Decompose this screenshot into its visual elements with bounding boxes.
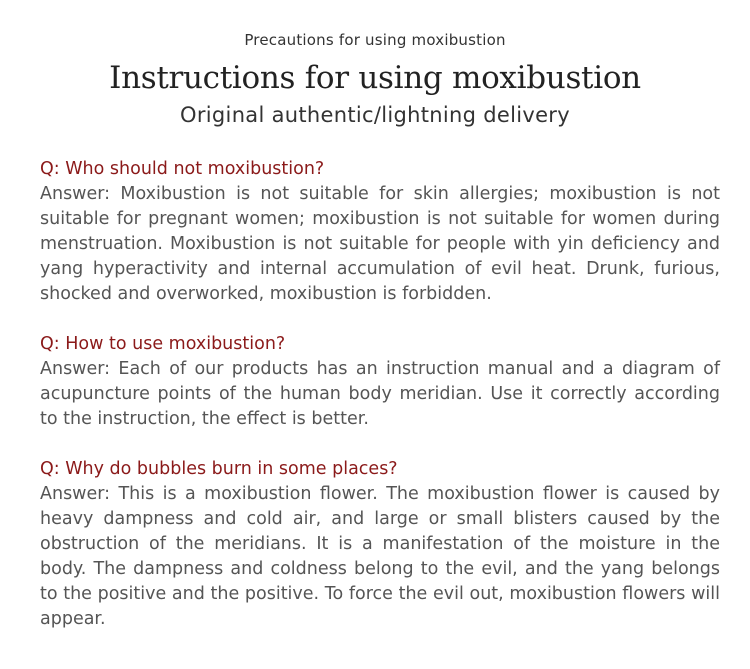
faq-question: Q: Who should not moxibustion? (40, 159, 325, 179)
faq-answer: Answer: This is a moxibustion flower. The moxibustion flower is caused by heavy dampness and cold air, and large or small blisters caused by the obstruction of the meridians. It is a manifestation of the moisture in the body. The dampness and coldness belong to the evil, and the yang belongs to the positive and the positive. To force the evil out, moxibustion flowers will appear. (40, 484, 720, 629)
faq-item-who-should-not (40, 157, 720, 307)
faq-answer: Answer: Each of our products has an instruction manual and a diagram of acupuncture points of the human body meridian. Use it correctly according to the instruction, the effect is better. (40, 359, 720, 429)
page-eyebrow: Precautions for using moxibustion (244, 31, 506, 49)
faq-question: Q: Why do bubbles burn in some places? (40, 459, 398, 479)
faq-item-how-to-use (40, 332, 720, 432)
faq-item-why-bubbles (40, 457, 720, 632)
page-subtitle: Original authentic/lightning delivery (180, 103, 570, 127)
faq-answer: Answer: Moxibustion is not suitable for skin allergies; moxibustion is not suitable for pregnant women; moxibustion is not suitable for women during menstruation. Moxibustion is not suitable for people with yin deficiency and yang hyperactivity and internal accumulation of evil heat. Drunk, furious, shocked and overworked, moxibustion is forbidden. (40, 184, 720, 304)
page-title: Instructions for using moxibustion (109, 60, 641, 96)
faq-question: Q: How to use moxibustion? (40, 334, 286, 354)
